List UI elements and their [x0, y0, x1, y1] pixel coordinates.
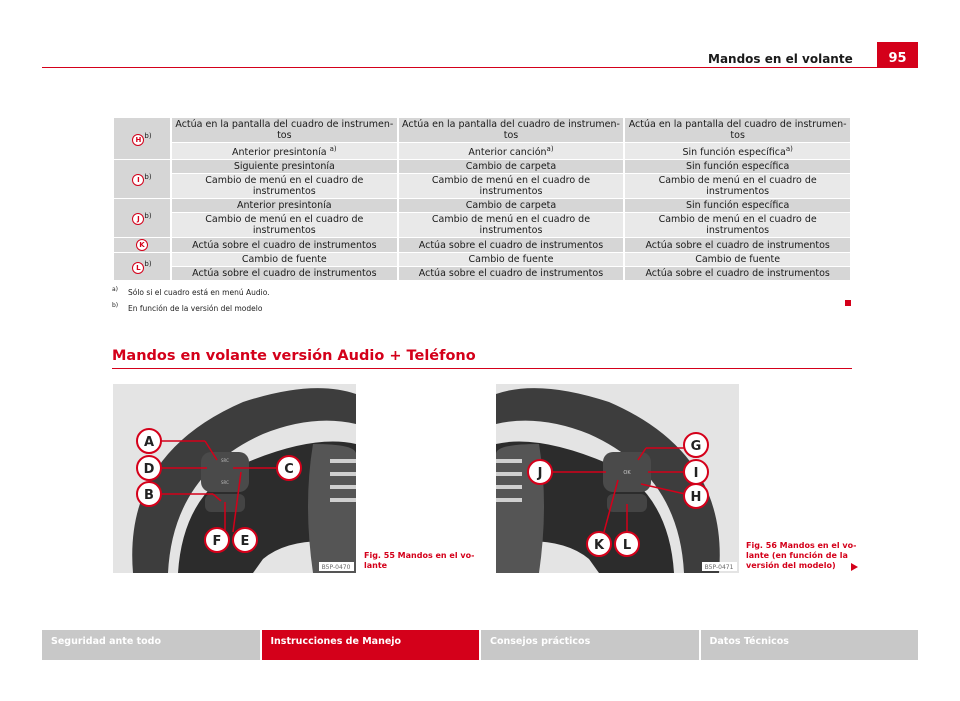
- table-cell: Cambio de carpeta: [399, 199, 624, 212]
- table-cell: Actúa en la pantalla del cuadro de instrumen-tos: [399, 118, 624, 142]
- key-badge-l: L: [132, 262, 144, 274]
- section-title: Mandos en volante versión Audio + Teléfono: [112, 348, 476, 364]
- header-divider: [42, 67, 877, 68]
- table-cell: Actúa sobre el cuadro de instrumentos: [399, 267, 624, 280]
- table-row: [114, 238, 850, 252]
- table-row: [114, 199, 850, 212]
- callout-g: G: [690, 439, 702, 454]
- table-cell: Siguiente presintonía: [172, 160, 397, 173]
- table-cell: Cambio de menú en el cuadro de instrumentos: [625, 213, 850, 237]
- table-cell: Sin función específica: [625, 160, 850, 173]
- table-row: [114, 160, 850, 173]
- table-cell: Cambio de fuente: [625, 253, 850, 266]
- page-number: 95: [877, 42, 918, 68]
- continue-arrow-icon: [851, 563, 858, 571]
- callout-c: C: [284, 462, 294, 477]
- table-cell: Cambio de menú en el cuadro de instrumentos: [399, 213, 624, 237]
- footer-tab-datos[interactable]: Datos Técnicos: [709, 636, 789, 647]
- key-badge-k: K: [136, 239, 148, 251]
- figure-55-code: B5P-0470: [321, 564, 351, 571]
- figure-56-caption: Fig. 56 Mandos en el vo- lante (en función de la versión del modelo): [746, 541, 857, 570]
- table-cell: Actúa en la pantalla del cuadro de instrumen-tos: [172, 118, 397, 142]
- table-cell: Actúa sobre el cuadro de instrumentos: [399, 238, 624, 252]
- figure-55-caption: Fig. 55 Mandos en el vo- lante: [364, 551, 475, 570]
- figure-56-image: [496, 384, 739, 573]
- table-cell: Cambio de fuente: [172, 253, 397, 266]
- table-row: [114, 253, 850, 266]
- table-cell: Cambio de menú en el cuadro de instrumentos: [625, 174, 850, 198]
- table-cell: Actúa sobre el cuadro de instrumentos: [625, 238, 850, 252]
- svg-text:SRC: SRC: [221, 458, 229, 463]
- footer-tab-consejos[interactable]: Consejos prácticos: [481, 630, 701, 660]
- table-cell: Cambio de menú en el cuadro de instrumentos: [399, 174, 624, 198]
- table-cell: Anterior presintonía $^{a)}$: [172, 143, 397, 159]
- table-row: [114, 118, 850, 142]
- table-cell: Actúa sobre el cuadro de instrumentos: [172, 238, 397, 252]
- callout-j: J: [537, 466, 543, 481]
- table-row: [114, 213, 850, 237]
- figure-56-code: B5P-0471: [704, 564, 734, 571]
- key-cell: I $^{b)}$: [114, 160, 170, 198]
- section-divider: [112, 368, 852, 369]
- table-cell: Actúa sobre el cuadro de instrumentos: [172, 267, 397, 280]
- section-end-marker: [845, 300, 851, 306]
- footer-tab-seguridad[interactable]: Seguridad ante todo: [42, 630, 262, 660]
- table-cell: Sin función específica$^{a)}$: [625, 143, 850, 159]
- table-cell: Cambio de menú en el cuadro de instrumentos: [172, 213, 397, 237]
- callout-k: K: [593, 538, 605, 553]
- table-cell: Cambio de carpeta: [399, 160, 624, 173]
- svg-text:SRC: SRC: [221, 480, 229, 485]
- callout-d: D: [143, 462, 155, 477]
- callout-e: E: [240, 534, 250, 549]
- key-cell: L $^{b)}$: [114, 253, 170, 280]
- footer-navigation: [42, 630, 918, 660]
- controls-table: [112, 117, 852, 281]
- table-cell: Cambio de fuente: [399, 253, 624, 266]
- figure-55-image: [113, 384, 356, 573]
- key-cell: [114, 238, 170, 252]
- key-badge-j: J: [132, 213, 144, 225]
- table-cell: Sin función específica: [625, 199, 850, 212]
- table-cell: Actúa sobre el cuadro de instrumentos: [625, 267, 850, 280]
- table-row: [114, 267, 850, 280]
- callout-a: A: [143, 435, 155, 450]
- ok-button-text: OK: [623, 470, 631, 476]
- table-cell: Anterior canción$^{a)}$: [399, 143, 624, 159]
- table-row: [114, 174, 850, 198]
- callout-h: H: [690, 490, 702, 505]
- page-header-title: Mandos en el volante: [708, 52, 853, 66]
- table-cell: Anterior presintonía: [172, 199, 397, 212]
- callout-f: F: [212, 534, 222, 549]
- key-cell: J $^{b)}$: [114, 199, 170, 237]
- table-cell: Cambio de menú en el cuadro de instrumentos: [172, 174, 397, 198]
- table-row: [114, 143, 850, 159]
- callout-i: I: [693, 466, 699, 481]
- key-cell: H $^{b)}$: [114, 118, 170, 159]
- key-badge-h: H: [132, 134, 144, 146]
- footer-tab-instrucciones[interactable]: Instrucciones de Manejo: [262, 630, 482, 660]
- callout-l: L: [622, 538, 632, 553]
- key-badge-i: I: [132, 174, 144, 186]
- table-cell: Actúa en la pantalla del cuadro de instrumen-tos: [625, 118, 850, 142]
- callout-b: B: [144, 488, 154, 503]
